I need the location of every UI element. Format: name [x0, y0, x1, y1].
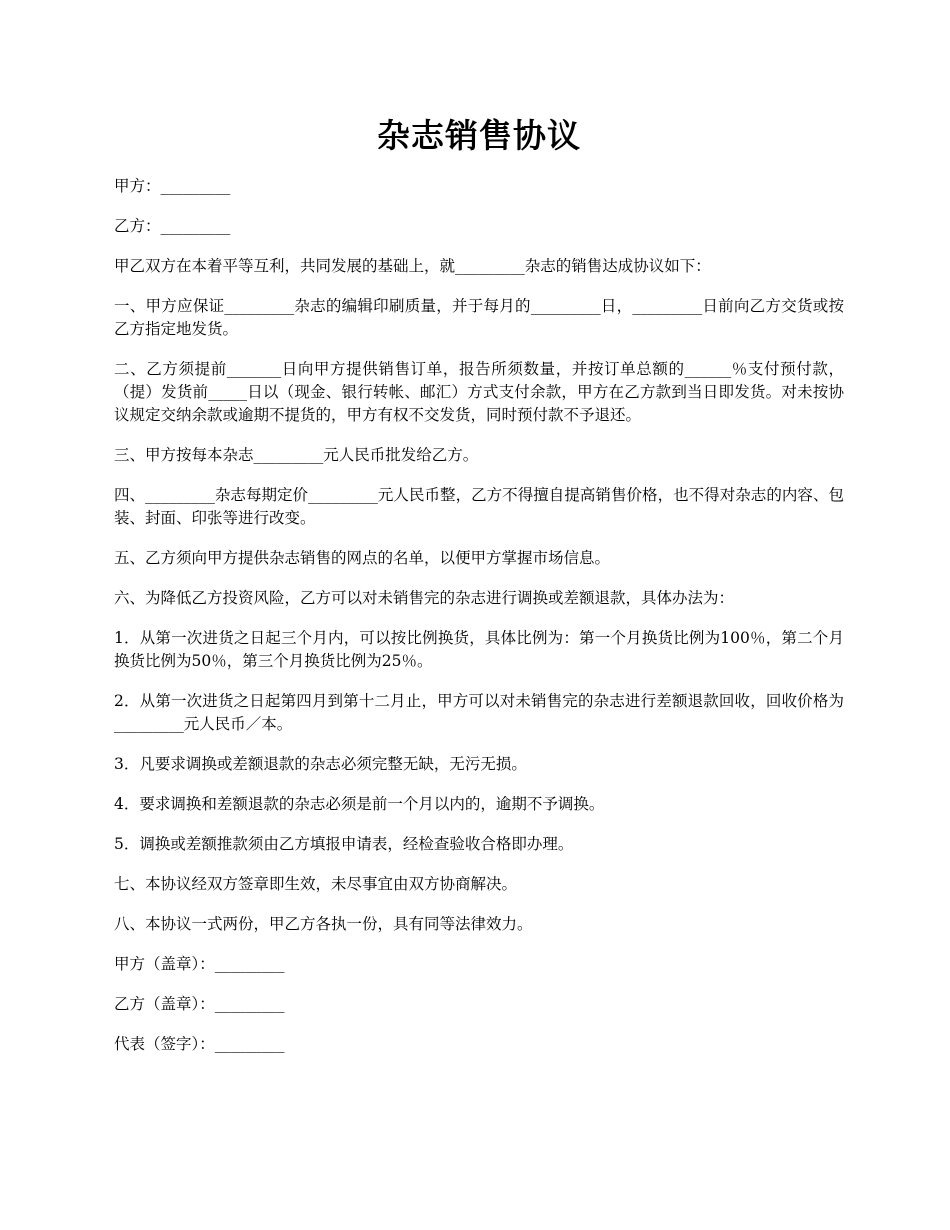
- clause-4: 四、_________杂志每期定价_________元人民币整，乙方不得擅自提高销售价格，也不得对杂志的内容、包装、封面、印张等进行改变。: [114, 486, 844, 527]
- representative-signature-line: 代表（签字）：_________: [114, 1035, 285, 1053]
- clause-6-item-4: 4．要求调换和差额退款的杂志必须是前一个月以内的，逾期不予调换。: [114, 795, 605, 813]
- party-b-seal-line: 乙方（盖章）：_________: [114, 995, 285, 1013]
- party-a-line: 甲方：_________: [114, 177, 231, 195]
- party-a-seal-line: 甲方（盖章）：_________: [114, 955, 285, 973]
- clause-6-item-2: 2．从第一次进货之日起第四月到第十二月止，甲方可以对未销售完的杂志进行差额退款回收，回收价格为_________元人民币／本。: [114, 692, 844, 733]
- clause-6-item-1: 1．从第一次进货之日起三个月内，可以按比例换货，具体比例为：第一个月换货比例为100％，第二个月换货比例为50％，第三个月换货比例为25％。: [114, 629, 844, 670]
- clause-6-item-5: 5．调换或差额推款须由乙方填报申请表，经检查验收合格即办理。: [114, 835, 574, 853]
- clause-3: 三、甲方按每本杂志_________元人民币批发给乙方。: [114, 446, 479, 464]
- clause-1: 一、甲方应保证_________杂志的编辑印刷质量，并于每月的_________日，_________日前向乙方交货或按乙方指定地发货。: [114, 297, 844, 338]
- intro-paragraph: 甲乙双方在本着平等互利，共同发展的基础上，就_________杂志的销售达成协议如下：: [114, 257, 711, 275]
- document-page: [114, 112, 844, 1073]
- clause-6: 六、为降低乙方投资风险，乙方可以对未销售完的杂志进行调换或差额退款，具体办法为：: [114, 589, 735, 607]
- party-b-line: 乙方：_________: [114, 217, 231, 235]
- clause-7: 七、本协议经双方签章即生效，未尽事宜由双方协商解决。: [114, 875, 518, 893]
- clause-5: 五、乙方须向甲方提供杂志销售的网点的名单，以便甲方掌握市场信息。: [114, 549, 611, 567]
- document-title: 杂志销售协议: [377, 116, 581, 155]
- clause-6-item-3: 3．凡要求调换或差额退款的杂志必须完整无缺，无污无损。: [114, 755, 527, 773]
- clause-2: 二、乙方须提前_______日向甲方提供销售订单，报告所须数量，并按订单总额的______％支付预付款，（提）发货前_____日以（现金、银行转帐、邮汇）方式支付余款，甲方在乙方款到当日即发货。对未按协议规定交纳余款或逾期不提货的，甲方有权不交发货，同时预付款不予退还。: [114, 360, 844, 424]
- clause-8: 八、本协议一式两份，甲乙方各执一份，具有同等法律效力。: [114, 915, 533, 933]
